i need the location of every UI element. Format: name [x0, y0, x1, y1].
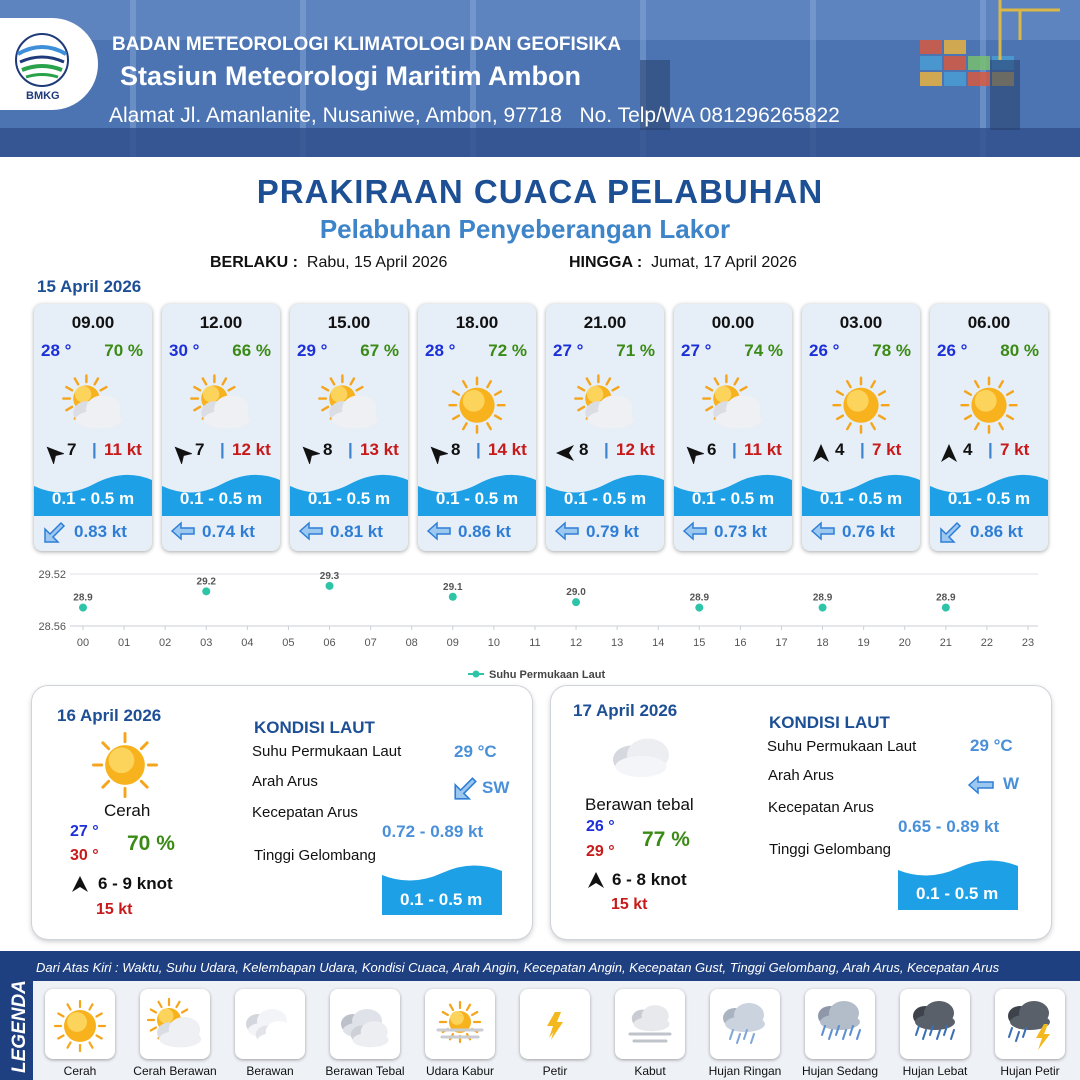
valid-from — [210, 254, 447, 272]
sst-chart — [0, 560, 1080, 690]
x-tick-label: 01 — [117, 637, 131, 649]
forecast-card — [930, 304, 1048, 551]
forecast-card — [802, 304, 920, 551]
gust-speed: 13 kt — [360, 440, 399, 459]
x-tick-label: 14 — [652, 637, 665, 649]
wind-speed: 8 — [579, 440, 589, 459]
air-temperature: 29 ° — [297, 341, 328, 360]
day-temp-min: 27 ° — [70, 823, 99, 840]
valid-from-value: Rabu, 15 April 2026 — [306, 254, 448, 271]
cerah-icon — [956, 372, 1022, 434]
sst-point-label: 29.0 — [566, 587, 586, 599]
legend-item-box — [995, 989, 1065, 1059]
day-gust: 15 kt — [96, 901, 133, 918]
cerah-berawan-icon — [572, 372, 638, 434]
gust-speed: 7 kt — [1000, 440, 1030, 459]
sst-point-label: 29.2 — [196, 576, 216, 588]
legend-item-box — [330, 989, 400, 1059]
berawan-icon — [240, 994, 300, 1054]
forecast-card — [162, 304, 280, 551]
x-tick-label: 13 — [611, 637, 624, 649]
kabut-icon — [620, 994, 680, 1054]
day-temp-max: 30 ° — [70, 847, 99, 864]
valid-from-label: BERLAKU : — [210, 254, 298, 271]
wave-height: 0.1 - 0.5 m — [435, 489, 519, 508]
x-tick-label: 04 — [241, 637, 254, 649]
legend-item-label: Cerah Berawan — [133, 1064, 217, 1078]
sst-point-label: 29.1 — [443, 581, 463, 593]
current-direction-label: Arah Arus — [768, 767, 834, 784]
x-tick-label: 06 — [323, 637, 336, 649]
valid-to-value: Jumat, 17 April 2026 — [651, 254, 797, 271]
hujan-sedang-icon — [810, 994, 870, 1054]
humidity: 67 % — [360, 341, 399, 360]
sst-point — [572, 598, 580, 606]
sst-point-label: 28.9 — [812, 592, 833, 604]
cerah-berawan-icon — [316, 372, 382, 434]
separator: | — [220, 440, 225, 459]
x-tick-label: 02 — [159, 637, 172, 649]
forecast-card — [290, 304, 408, 551]
day-temp-min: 26 ° — [586, 818, 615, 835]
current-direction-value: W — [1003, 774, 1020, 793]
wind-speed: 7 — [195, 440, 205, 459]
forecast-time: 18.00 — [455, 313, 499, 332]
separator: | — [348, 440, 353, 459]
legend-item-label: Petir — [542, 1064, 568, 1078]
sst-value: 29 °C — [970, 736, 1013, 755]
y-tick-label: 28.56 — [38, 621, 66, 633]
air-temperature: 26 ° — [809, 341, 840, 360]
wave-height-label: Tinggi Gelombang — [769, 841, 892, 858]
air-temperature: 27 ° — [553, 341, 584, 360]
legend-item-label: Kabut — [634, 1064, 666, 1078]
current-direction-icon — [298, 519, 324, 543]
cerah-icon — [50, 994, 110, 1054]
x-tick-label: 03 — [200, 637, 213, 649]
x-tick-label: 21 — [939, 637, 952, 649]
gust-speed: 7 kt — [872, 440, 902, 459]
legend-item-box — [900, 989, 970, 1059]
current-speed-value: 0.72 - 0.89 kt — [382, 822, 484, 841]
air-temperature: 28 ° — [41, 341, 72, 360]
x-tick-label: 09 — [446, 637, 459, 649]
legend-item-box — [615, 989, 685, 1059]
current-direction-icon — [170, 519, 196, 543]
logo-text: BMKG — [26, 90, 60, 102]
separator: | — [988, 440, 993, 459]
sst-point-label: 28.9 — [936, 592, 956, 604]
current-direction-icon — [452, 774, 480, 802]
day-panel-17 — [551, 686, 1051, 939]
day-humidity: 77 % — [642, 828, 690, 851]
air-temperature: 27 ° — [681, 341, 712, 360]
current-direction-icon — [554, 519, 580, 543]
x-tick-label: 22 — [980, 637, 994, 649]
wave-height: 0.1 - 0.5 m — [563, 489, 647, 508]
wave-height: 0.1 - 0.5 m — [307, 489, 391, 508]
sea-condition-title: KONDISI LAUT — [254, 718, 375, 737]
day-gust: 15 kt — [611, 896, 648, 913]
current-direction-icon — [810, 519, 836, 543]
current-direction-icon — [967, 774, 995, 796]
legend-item-label: Hujan Petir — [1000, 1064, 1060, 1078]
x-tick-label: 11 — [529, 637, 541, 649]
forecast-time: 06.00 — [967, 313, 1011, 332]
sea-condition-title: KONDISI LAUT — [769, 713, 890, 732]
sst-point — [449, 593, 457, 601]
wind-speed: 4 — [963, 440, 973, 459]
udara-kabur-icon — [430, 994, 490, 1054]
humidity: 70 % — [104, 341, 143, 360]
day-humidity: 70 % — [127, 832, 175, 855]
port-name: Pelabuhan Penyeberangan Lakor — [319, 214, 731, 244]
x-tick-label: 16 — [734, 637, 747, 649]
wave-height-value: 0.1 - 0.5 m — [916, 884, 999, 903]
legend — [0, 951, 1080, 1080]
day-date: 16 April 2026 — [57, 706, 162, 725]
day-wind-speed: 6 - 8 knot — [612, 870, 687, 889]
current-speed-value: 0.65 - 0.89 kt — [898, 817, 1000, 836]
hujan-lebat-icon — [905, 994, 965, 1054]
legend-item-label: Cerah — [63, 1064, 97, 1078]
hujan-petir-icon — [1000, 994, 1060, 1054]
sst-point — [695, 604, 703, 612]
berawan-tebal-icon — [335, 994, 395, 1054]
x-tick-label: 20 — [898, 637, 911, 649]
sst-point — [326, 582, 334, 590]
current-speed: 0.86 kt — [458, 522, 511, 541]
x-tick-label: 00 — [76, 637, 90, 649]
separator: | — [604, 440, 609, 459]
svg-text:LEGENDA: LEGENDA — [9, 980, 30, 1073]
current-speed: 0.74 kt — [202, 522, 255, 541]
day1-date: 15 April 2026 — [37, 277, 142, 296]
legend-title — [4, 959, 32, 1079]
air-temperature: 30 ° — [169, 341, 200, 360]
separator: | — [92, 440, 97, 459]
legend-item-label: Berawan Tebal — [325, 1064, 405, 1078]
y-tick-label: 29.52 — [38, 569, 66, 581]
wind-direction-icon — [70, 874, 90, 894]
legend-strip — [33, 981, 1080, 1080]
humidity: 66 % — [232, 341, 271, 360]
current-speed: 0.83 kt — [74, 522, 127, 541]
wave-height: 0.1 - 0.5 m — [51, 489, 135, 508]
current-direction-icon — [426, 519, 452, 543]
current-speed: 0.86 kt — [970, 522, 1023, 541]
current-direction-label: Arah Arus — [252, 773, 318, 790]
legend-item-box — [235, 989, 305, 1059]
station-name: Stasiun Meteorologi Maritim Ambon — [120, 61, 582, 91]
sst-point-label: 29.3 — [319, 570, 340, 582]
x-tick-label: 08 — [405, 637, 418, 649]
air-temperature: 28 ° — [425, 341, 456, 360]
sst-value: 29 °C — [454, 742, 497, 761]
wind-speed: 8 — [451, 440, 461, 459]
day-condition: Berawan tebal — [585, 795, 694, 814]
wave-height: 0.1 - 0.5 m — [691, 489, 775, 508]
sst-point-label: 28.9 — [73, 592, 93, 604]
wave-height: 0.1 - 0.5 m — [179, 489, 263, 508]
sst-point — [942, 604, 950, 612]
wind-speed: 8 — [323, 440, 333, 459]
forecast-time: 09.00 — [71, 313, 115, 332]
legend-item-box — [425, 989, 495, 1059]
forecast-time: 00.00 — [711, 313, 755, 332]
legend-item-label: Hujan Ringan — [708, 1064, 782, 1078]
valid-to — [569, 254, 797, 272]
cerah-icon — [90, 730, 160, 800]
current-speed: 0.81 kt — [330, 522, 383, 541]
humidity: 72 % — [488, 341, 527, 360]
current-speed-label: Kecepatan Arus — [252, 804, 358, 821]
day-temp-max: 29 ° — [586, 843, 615, 860]
x-tick-label: 19 — [857, 637, 870, 649]
gust-speed: 12 kt — [232, 440, 271, 459]
x-tick-label: 17 — [775, 637, 788, 649]
forecast-card — [34, 304, 152, 551]
legend-item-box — [45, 989, 115, 1059]
cerah-berawan-icon — [60, 372, 126, 434]
sst-point-label: 28.9 — [689, 592, 710, 604]
organization-name: BADAN METEOROLOGI KLIMATOLOGI DAN GEOFISIKA — [112, 34, 622, 55]
address: Alamat Jl. Amanlanite, Nusaniwe, Ambon, 97718 — [109, 104, 562, 127]
humidity: 74 % — [744, 341, 783, 360]
berawan-tebal-icon — [606, 726, 676, 786]
legend-item-label: Berawan — [246, 1064, 294, 1078]
current-speed-label: Kecepatan Arus — [768, 799, 874, 816]
legend-item-label: Udara Kabur — [425, 1064, 495, 1078]
current-direction-value: SW — [482, 778, 510, 797]
phone: No. Telp/WA 081296265822 — [579, 104, 840, 127]
legend-swatch — [473, 671, 480, 678]
cerah-icon — [828, 372, 894, 434]
x-tick-label: 07 — [364, 637, 377, 649]
cerah-berawan-icon — [188, 372, 254, 434]
x-tick-label: 05 — [282, 637, 295, 649]
wave-height: 0.1 - 0.5 m — [819, 489, 903, 508]
cerah-icon — [444, 372, 510, 434]
forecast-time: 21.00 — [583, 313, 627, 332]
sst-point — [79, 604, 87, 612]
header-banner — [0, 0, 1080, 157]
wave-height-label: Tinggi Gelombang — [254, 847, 377, 864]
sst-label: Suhu Permukaan Laut — [767, 738, 917, 755]
separator: | — [860, 440, 865, 459]
cerah-berawan-icon — [145, 994, 205, 1054]
forecast-card — [674, 304, 792, 551]
legend-item-box — [805, 989, 875, 1059]
current-direction-icon — [682, 519, 708, 543]
page-title: PRAKIRAAN CUACA PELABUHAN — [256, 173, 824, 210]
sst-label: Suhu Permukaan Laut — [252, 743, 402, 760]
sst-point — [819, 604, 827, 612]
valid-to-label: HINGGA : — [569, 254, 643, 271]
wind-speed: 6 — [707, 440, 717, 459]
legend-item-label: Hujan Sedang — [801, 1064, 879, 1078]
x-tick-label: 12 — [569, 637, 583, 649]
petir-icon — [525, 994, 585, 1054]
legend-item-box — [710, 989, 780, 1059]
day-panel-16 — [32, 686, 532, 939]
current-speed: 0.79 kt — [586, 522, 639, 541]
legend-description: Dari Atas Kiri : Waktu, Suhu Udara, Kelembapan Udara, Kondisi Cuaca, Arah Angin, Kecepatan Angin, Kecepatan Gust, Tinggi Gelombang, Arah Arus, Kecepatan Arus — [36, 960, 1000, 975]
cerah-berawan-icon — [700, 372, 766, 434]
wind-speed: 4 — [835, 440, 845, 459]
wind-speed: 7 — [67, 440, 77, 459]
gust-speed: 11 kt — [744, 440, 782, 459]
forecast-time: 15.00 — [327, 313, 371, 332]
humidity: 80 % — [1000, 341, 1039, 360]
gust-speed: 12 kt — [616, 440, 655, 459]
gust-speed: 11 kt — [104, 440, 142, 459]
forecast-card — [546, 304, 664, 551]
legend-item-label: Hujan Lebat — [902, 1064, 968, 1078]
air-temperature: 26 ° — [937, 341, 968, 360]
x-tick-label: 10 — [487, 637, 500, 649]
wave-height: 0.1 - 0.5 m — [947, 489, 1031, 508]
current-direction-icon — [42, 519, 68, 543]
forecast-time: 12.00 — [199, 313, 243, 332]
address-line — [109, 104, 840, 128]
x-tick-label: 23 — [1021, 637, 1035, 649]
legend-item-box — [140, 989, 210, 1059]
legend-item-box — [520, 989, 590, 1059]
x-tick-label: 18 — [816, 637, 829, 649]
day-wind-speed: 6 - 9 knot — [98, 874, 173, 893]
current-direction-icon — [938, 519, 964, 543]
current-speed: 0.76 kt — [842, 522, 895, 541]
hujan-ringan-icon — [715, 994, 775, 1054]
humidity: 78 % — [872, 341, 911, 360]
forecast-time: 03.00 — [839, 313, 883, 332]
x-tick-label: 15 — [693, 637, 706, 649]
humidity: 71 % — [616, 341, 655, 360]
separator: | — [476, 440, 481, 459]
day-date: 17 April 2026 — [573, 701, 678, 720]
forecast-card — [418, 304, 536, 551]
current-speed: 0.73 kt — [714, 522, 767, 541]
separator: | — [732, 440, 737, 459]
wind-direction-icon — [586, 870, 606, 890]
gust-speed: 14 kt — [488, 440, 527, 459]
legend-series-name: Suhu Permukaan Laut — [489, 669, 606, 681]
day-condition: Cerah — [104, 801, 151, 820]
wave-height-value: 0.1 - 0.5 m — [400, 890, 483, 909]
sst-point — [202, 587, 210, 595]
